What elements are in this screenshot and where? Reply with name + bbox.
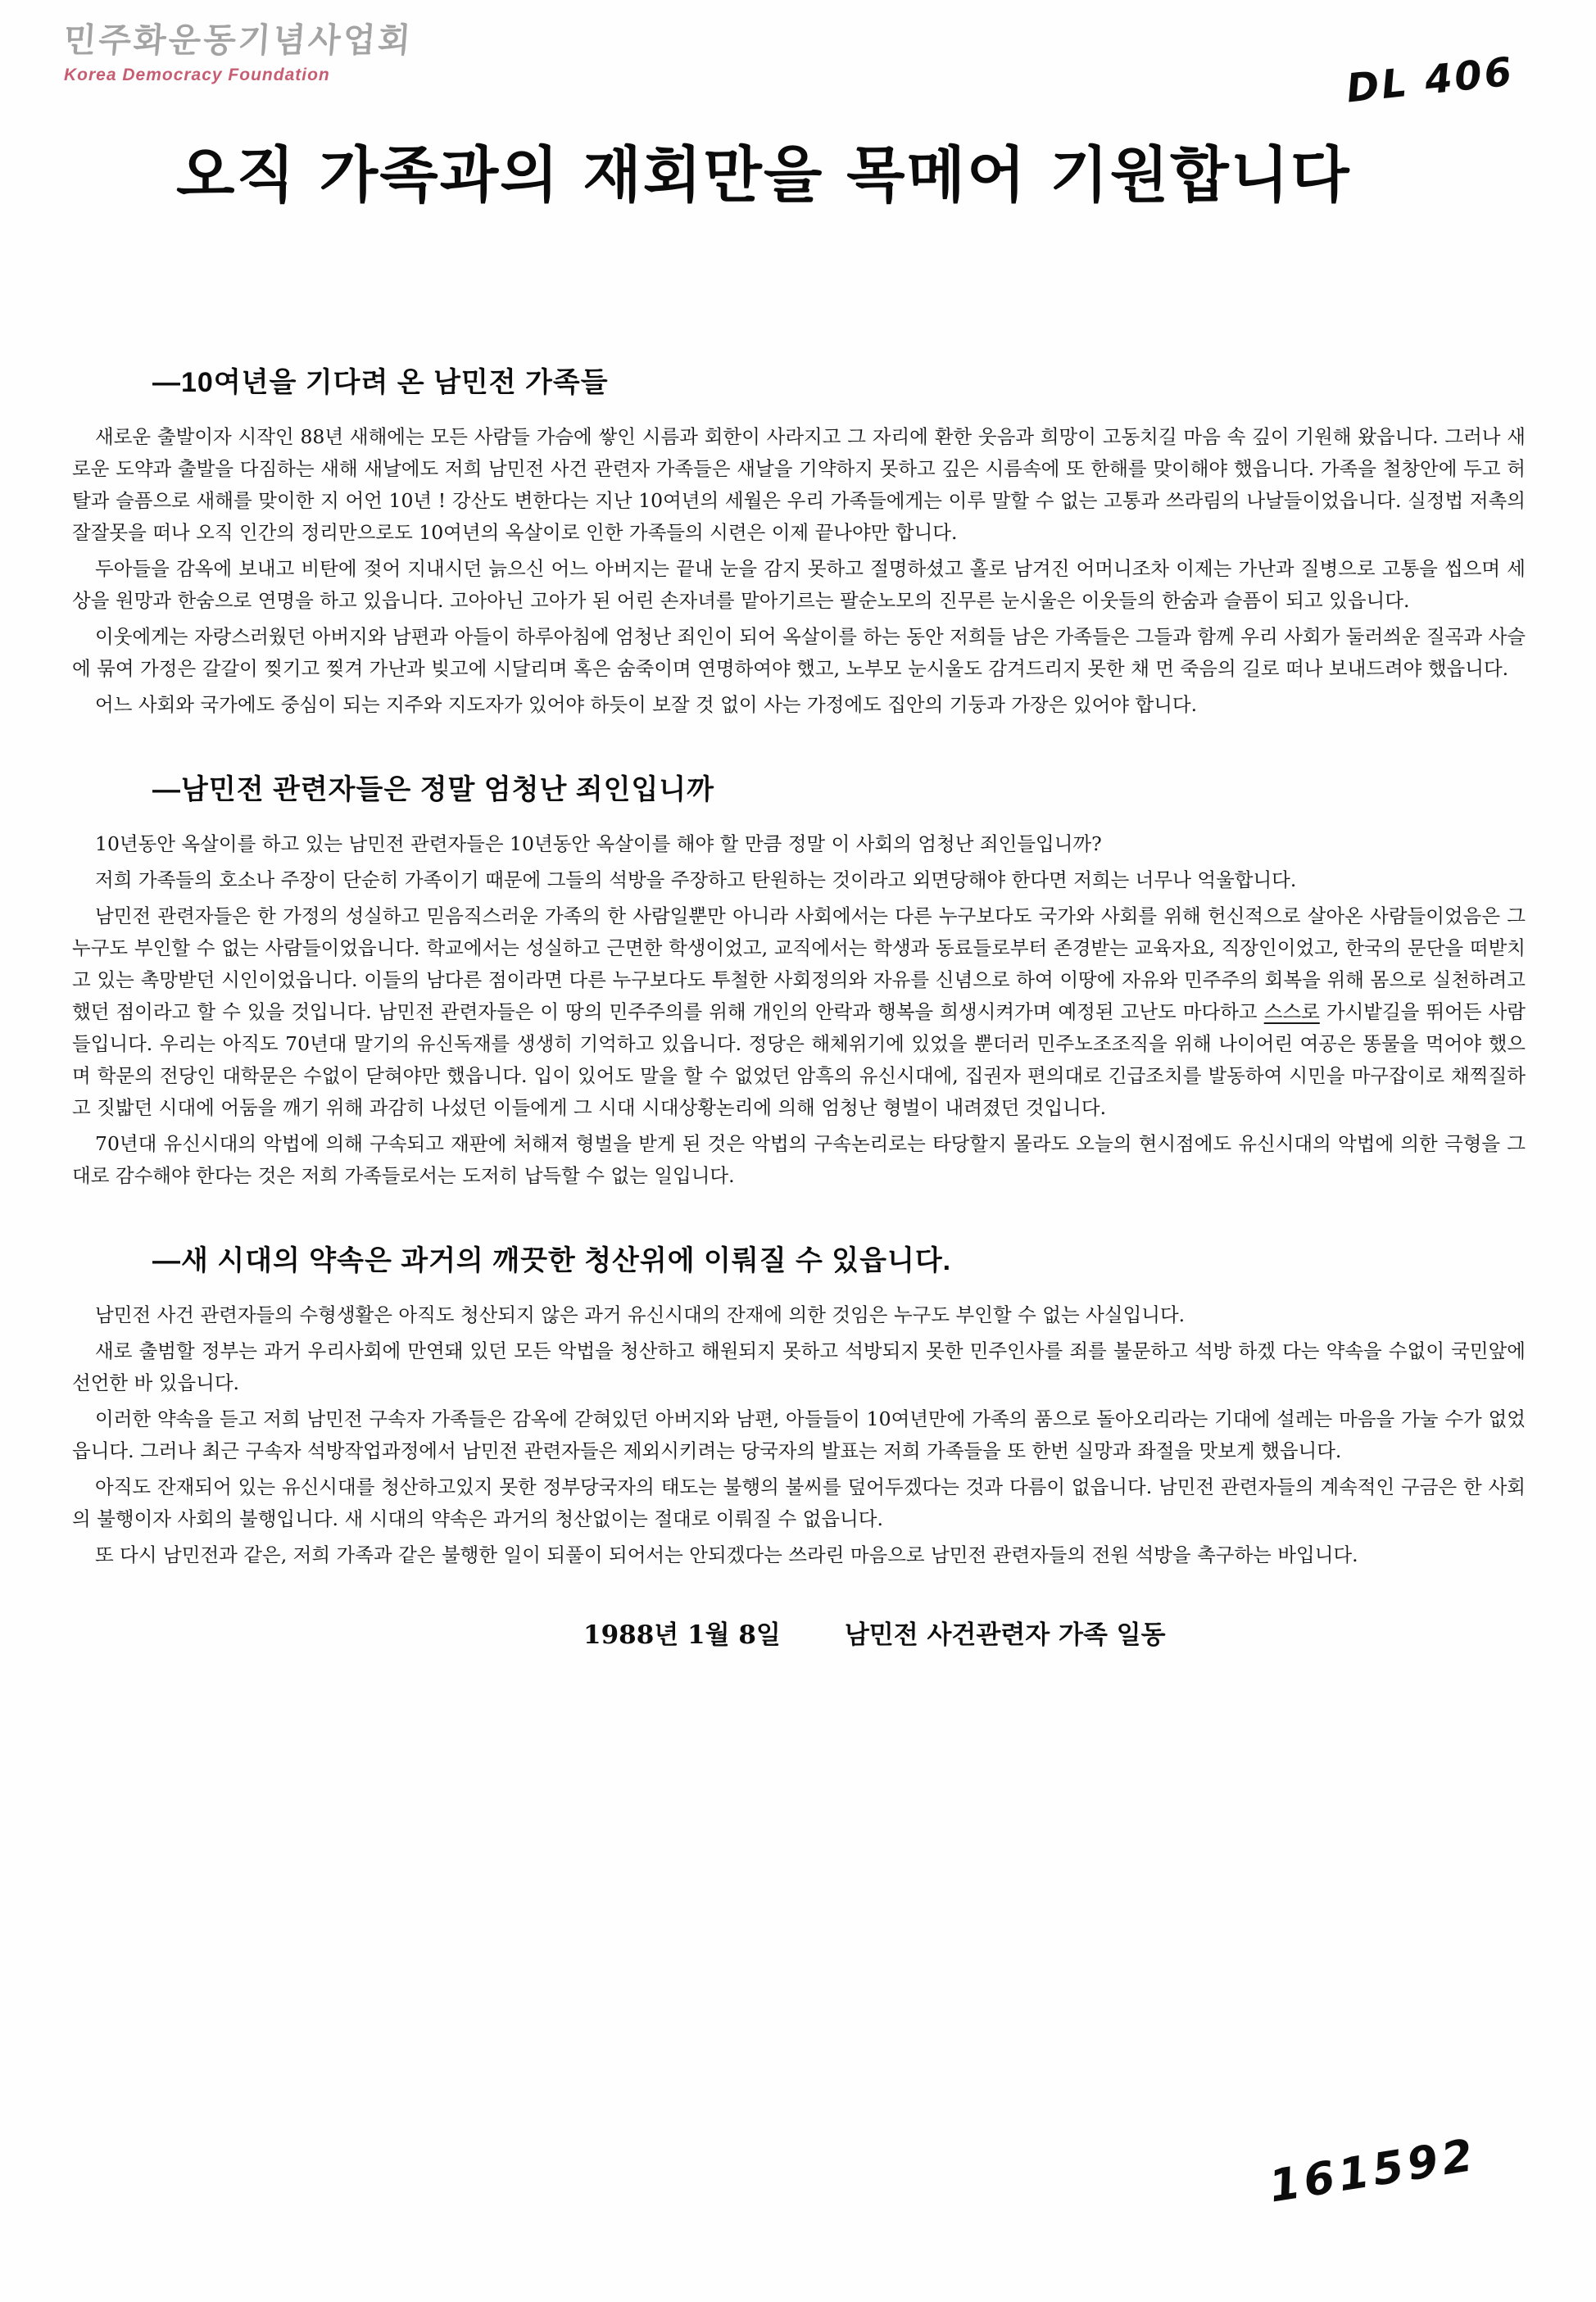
document-date: 1988년 1월 8일 [583,1620,781,1650]
document-title: 오직 가족과의 재회만을 목메어 기원합니다 [176,140,1351,211]
document-body [72,360,1526,1571]
section-heading: —새 시대의 약속은 과거의 깨끗한 청산위에 이뤄질 수 있읍니다. [152,1245,952,1276]
signature-text: 남민전 사건관련자 가족 일동 [844,1620,1166,1650]
document-section [72,1238,1526,1571]
paragraph: 두아들을 감옥에 보내고 비탄에 젖어 지내시던 늙으신 어느 아버지는 끝내 눈을 감지 못하고 절명하셨고 홀로 남겨진 어머니조차 이제는 가난과 질병으로 고통을 씹으며 세상을 원망과 한숨으로 연명을 하고 있읍니다. 고아아닌 고아가 된 어린 손자녀를 맡아기르는 팔순노모의 진무른 눈시울은 이웃들의 한숨과 슬픔이 되고 있읍니다. [72,557,1526,612]
paragraph: 이웃에게는 자랑스러웠던 아버지와 남편과 아들이 하루아침에 엄청난 죄인이 되어 옥살이를 하는 동안 저희들 남은 가족들은 그들과 함께 우리 사회가 둘러씌운 질곡과 사슬에 묶여 가정은 갈갈이 찢기고 찢겨 가난과 빚고에 시달리며 혹은 숨죽이며 연명하여야 했고, 노부모 눈시울도 감겨드리지 못한 채 먼 죽음의 길로 떠나 보내드려야 했읍니다. [72,625,1526,680]
logo-korean-text: 민주화운동기념사업회 [62,20,415,60]
paragraph: 10년동안 옥살이를 하고 있는 남민전 관련자들은 10년동안 옥살이를 해야 할 만큼 정말 이 사회의 엄청난 죄인들입니까? [95,832,1102,855]
paragraph: 어느 사회와 국가에도 중심이 되는 지주와 지도자가 있어야 하듯이 보잘 것 없이 사는 가정에도 집안의 기둥과 가장은 있어야 합니다. [95,693,1198,716]
paragraph: 남민전 사건 관련자들의 수형생활은 아직도 청산되지 않은 과거 유신시대의 잔재에 의한 것임은 누구도 부인할 수 없는 사실입니다. [95,1303,1186,1326]
paragraph: 이러한 약속을 듣고 저희 남민전 구속자 가족들은 감옥에 갇혀있던 아버지와 남편, 아들들이 10여년만에 가족의 품으로 돌아오리라는 기대에 설레는 마음을 가눌 수가 없었읍니다. 그러나 최근 구속자 석방작업과정에서 남민전 관련자들은 제외시키려는 당국자의 발표는 저희 가족들을 또 한번 실망과 좌절을 맛보게 했읍니다. [72,1407,1526,1462]
paragraph: 70년대 유신시대의 악법에 의해 구속되고 재판에 처해져 형벌을 받게 된 것은 악법의 구속논리로는 타당할지 몰라도 오늘의 현시점에도 유신시대의 악법에 의한 극형을 그대로 감수해야 한다는 것은 저희 가족들로서는 도저히 납득할 수 없는 일입니다. [72,1132,1526,1187]
paragraph: 또 다시 남민전과 같은, 저희 가족과 같은 불행한 일이 되풀이 되어서는 안되겠다는 쓰라린 마음으로 남민전 관련자들의 전원 석방을 촉구하는 바입니다. [95,1543,1358,1566]
text-segment: 남민전 관련자들은 한 가정의 성실하고 믿음직스러운 가족의 한 사람일뿐만 아니라 사회에서는 다른 누구보다도 국가와 사회를 위해 헌신적으로 살아온 사람들이었음은 그 누구도 부인할 수 없는 사람들이었읍니다. 학교에서는 성실하고 근면한 학생이었고, 교직에서는 학생과 동료들로부터 존경받는 교육자요, 직장인이었고, 한국의 문단을 떠받치고 있는 촉망받던 시인이었읍니다. 이들의 남다른 점이라면 다른 누구보다도 투철한 사회정의와 자유를 신념으로 하여 이땅에 자유와 민주주의 회복을 위해 몸으로 실천하려고 했던 점이라고 할 수 있을 것입니다. 남민전 관련자들은 이 땅의 민주주의를 위해 개인의 안락과 행복을 희생시켜가며 예정된 고난도 마다하고 [72,904,1526,1023]
paragraph: 저희 가족들의 호소나 주장이 단순히 가족이기 때문에 그들의 석방을 주장하고 탄원하는 것이라고 외면당해야 한다면 저희는 너무나 억울합니다. [95,868,1297,891]
paragraph [72,900,1526,1124]
document-section [72,767,1526,1192]
date-signature-line [583,1614,1596,1651]
section-heading: —10여년을 기다려 온 남민전 가족들 [152,367,609,398]
paragraph: 아직도 잔재되어 있는 유신시대를 청산하고있지 못한 정부당국자의 태도는 불행의 불씨를 덮어두겠다는 것과 다름이 없읍니다. 남민전 관련자들의 계속적인 구금은 한 사회의 불행이자 사회의 불행입니다. 새 시대의 약속은 과거의 청산없이는 절대로 이뤄질 수 없읍니다. [72,1475,1526,1530]
kdf-logo [64,13,413,85]
underlined-text: 스스로 [1263,1000,1320,1023]
paragraph: 새로운 출발이자 시작인 88년 새해에는 모든 사람들 가슴에 쌓인 시름과 회한이 사라지고 그 자리에 환한 웃음과 희망이 고동치길 마음 속 깊이 기원해 왔읍니다. 그러나 새로운 도약과 출발을 다짐하는 새해 새날에도 저희 남민전 사건 관련자 가족들은 새날을 기약하지 못하고 깊은 시름속에 또 한해를 맞이해야 했읍니다. 가족을 철창안에 두고 허탈과 슬픔으로 새해를 맞이한 지 어언 10년 ! 강산도 변한다는 지난 10여년의 세월은 우리 가족들에게는 이루 말할 수 없는 고통과 쓰라림의 나날들이었읍니다. 실정법 저촉의 잘잘못을 떠나 오직 인간의 정리만으로도 10여년의 옥살이로 인한 가족들의 시련은 이제 끝나야만 합니다. [72,425,1526,544]
section-heading: —남민전 관련자들은 정말 엄청난 죄인입니까 [152,774,714,805]
handwritten-archive-code: DL 406 [1344,48,1517,112]
logo-english-text: Korea Democracy Foundation [64,66,330,84]
document-section [72,360,1526,721]
handwritten-page-number: 161592 [1265,2128,1480,2213]
text-segment: 가시밭길을 뛰어든 사람들입니다. 우리는 아직도 70년대 말기의 유신독재를 생생히 기억하고 있읍니다. 정당은 해체위기에 있었을 뿐더러 민주노조조직을 위해 나이어린 여공은 똥물을 먹어야 했으며 학문의 전당인 대학문은 수없이 닫혀야만 했읍니다. 입이 있어도 말을 할 수 없었던 암흑의 유신시대에, 집권자 편의대로 긴급조치를 발동하여 시민을 마구잡이로 채찍질하고 짓밟던 시대에 어둠을 깨기 위해 과감히 나섰던 이들에게 그 시대 시대상황논리에 의해 엄청난 형벌이 내려졌던 것입니다. [72,1000,1526,1119]
paragraph: 새로 출범할 정부는 과거 우리사회에 만연돼 있던 모든 악법을 청산하고 해원되지 못하고 석방되지 못한 민주인사를 죄를 불문하고 석방 하겠 다는 약속을 수없이 국민앞에 선언한 바 있읍니다. [72,1339,1526,1394]
